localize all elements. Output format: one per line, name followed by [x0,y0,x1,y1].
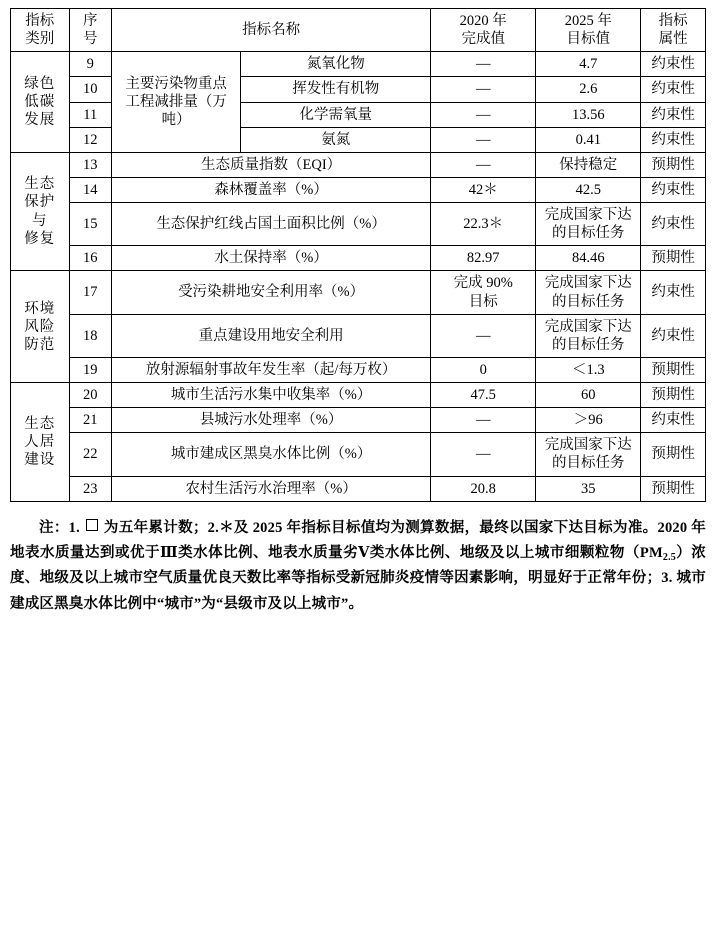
attribute: 预期性 [641,476,706,501]
row-number: 12 [69,127,111,152]
table-row [11,433,706,476]
attribute: 约束性 [641,102,706,127]
value-2020: 42＊ [431,177,536,202]
row-number: 15 [69,203,111,246]
table-row [11,152,706,177]
category-cell-eco-habitat: 生态 人居 建设 [11,383,70,502]
table-row [11,271,706,314]
category-cell-eco-protection: 生态 保护 与 修复 [11,152,70,271]
header-name: 指标名称 [112,9,431,52]
table-row [11,383,706,408]
value-2020: — [431,52,536,77]
value-2020: — [431,408,536,433]
value-2020: 0 [431,357,536,382]
row-number: 14 [69,177,111,202]
value-2020: 完成 90% 目标 [431,271,536,314]
value-2020: — [431,127,536,152]
indicator-name: 生态质量指数（EQI） [112,152,431,177]
indicator-name: 氮氧化物 [241,52,431,77]
value-2020: 82.97 [431,246,536,271]
attribute: 预期性 [641,357,706,382]
table-row [11,357,706,382]
table-footnote [10,516,706,618]
row-number: 13 [69,152,111,177]
indicator-name: 城市生活污水集中收集率（%） [112,383,431,408]
value-2020: — [431,433,536,476]
value-2025: 保持稳定 [536,152,641,177]
value-2025: 完成国家下达 的目标任务 [536,433,641,476]
square-symbol-icon [86,519,98,531]
attribute: 约束性 [641,127,706,152]
indicator-name: 森林覆盖率（%） [112,177,431,202]
row-number: 16 [69,246,111,271]
attribute: 约束性 [641,203,706,246]
indicator-name: 重点建设用地安全利用 [112,314,431,357]
attribute: 约束性 [641,314,706,357]
value-2025: 4.7 [536,52,641,77]
value-2025: 42.5 [536,177,641,202]
value-2025: ＜1.3 [536,357,641,382]
value-2025: 完成国家下达 的目标任务 [536,203,641,246]
value-2020: — [431,77,536,102]
value-2020: 22.3＊ [431,203,536,246]
row-number: 19 [69,357,111,382]
value-2020: — [431,152,536,177]
row-number: 21 [69,408,111,433]
table-row [11,177,706,202]
value-2020: 20.8 [431,476,536,501]
value-2025: 35 [536,476,641,501]
table-row [11,203,706,246]
value-2025: 84.46 [536,246,641,271]
group-label-pollutant-reduction: 主要污染物重点 工程减排量（万 吨） [112,52,241,153]
indicator-name: 生态保护红线占国土面积比例（%） [112,203,431,246]
row-number: 10 [69,77,111,102]
attribute: 约束性 [641,271,706,314]
row-number: 11 [69,102,111,127]
attribute: 约束性 [641,177,706,202]
attribute: 预期性 [641,246,706,271]
value-2020: 47.5 [431,383,536,408]
table-row [11,408,706,433]
header-value-2020: 2020 年 完成值 [431,9,536,52]
indicator-table [10,8,706,502]
footnote-tail: ）浓度、地级及以上城市空气质量优良天数比率等指标受新冠肺炎疫情等因素影响，明显好于正常年份；3. 城市建成区黑臭水体比例中“城市”为“县级市及以上城市”。 [10,545,707,612]
value-2020: — [431,102,536,127]
attribute: 约束性 [641,77,706,102]
footnote-body: 为五年累计数；2.＊及 2025 年指标目标值均为测算数据，最终以国家下达目标为准。2020 年地表水质量达到或优于Ⅲ类水体比例、地表水质量劣Ⅴ类水体比例、地级及以上城市细颗粒物（PM [10,519,706,561]
value-2025: 完成国家下达 的目标任务 [536,314,641,357]
attribute: 约束性 [641,408,706,433]
indicator-name: 挥发性有机物 [241,77,431,102]
value-2025: 2.6 [536,77,641,102]
row-number: 9 [69,52,111,77]
attribute: 预期性 [641,433,706,476]
header-value-2025: 2025 年 目标值 [536,9,641,52]
attribute: 预期性 [641,152,706,177]
value-2020: — [431,314,536,357]
indicator-name: 放射源辐射事故年发生率（起/每万枚） [112,357,431,382]
indicator-name: 氨氮 [241,127,431,152]
table-row [11,476,706,501]
table-row [11,52,706,77]
value-2025: ＞96 [536,408,641,433]
footnote-subscript: 2.5 [662,552,676,563]
category-cell-green-low-carbon: 绿色 低碳 发展 [11,52,70,153]
indicator-name: 化学需氧量 [241,102,431,127]
row-number: 18 [69,314,111,357]
header-attribute: 指标 属性 [641,9,706,52]
header-category: 指标 类别 [11,9,70,52]
table-header-row [11,9,706,52]
indicator-name: 水土保持率（%） [112,246,431,271]
attribute: 预期性 [641,383,706,408]
indicator-name: 城市建成区黑臭水体比例（%） [112,433,431,476]
indicator-name: 受污染耕地安全利用率（%） [112,271,431,314]
value-2025: 完成国家下达 的目标任务 [536,271,641,314]
attribute: 约束性 [641,52,706,77]
table-row [11,246,706,271]
header-no: 序 号 [69,9,111,52]
indicator-name: 农村生活污水治理率（%） [112,476,431,501]
row-number: 22 [69,433,111,476]
value-2025: 0.41 [536,127,641,152]
value-2025: 13.56 [536,102,641,127]
value-2025: 60 [536,383,641,408]
category-cell-env-risk: 环境 风险 防范 [11,271,70,383]
table-row [11,314,706,357]
indicator-name: 县城污水处理率（%） [112,408,431,433]
row-number: 17 [69,271,111,314]
row-number: 23 [69,476,111,501]
row-number: 20 [69,383,111,408]
footnote-prefix: 注：1. [39,519,80,536]
